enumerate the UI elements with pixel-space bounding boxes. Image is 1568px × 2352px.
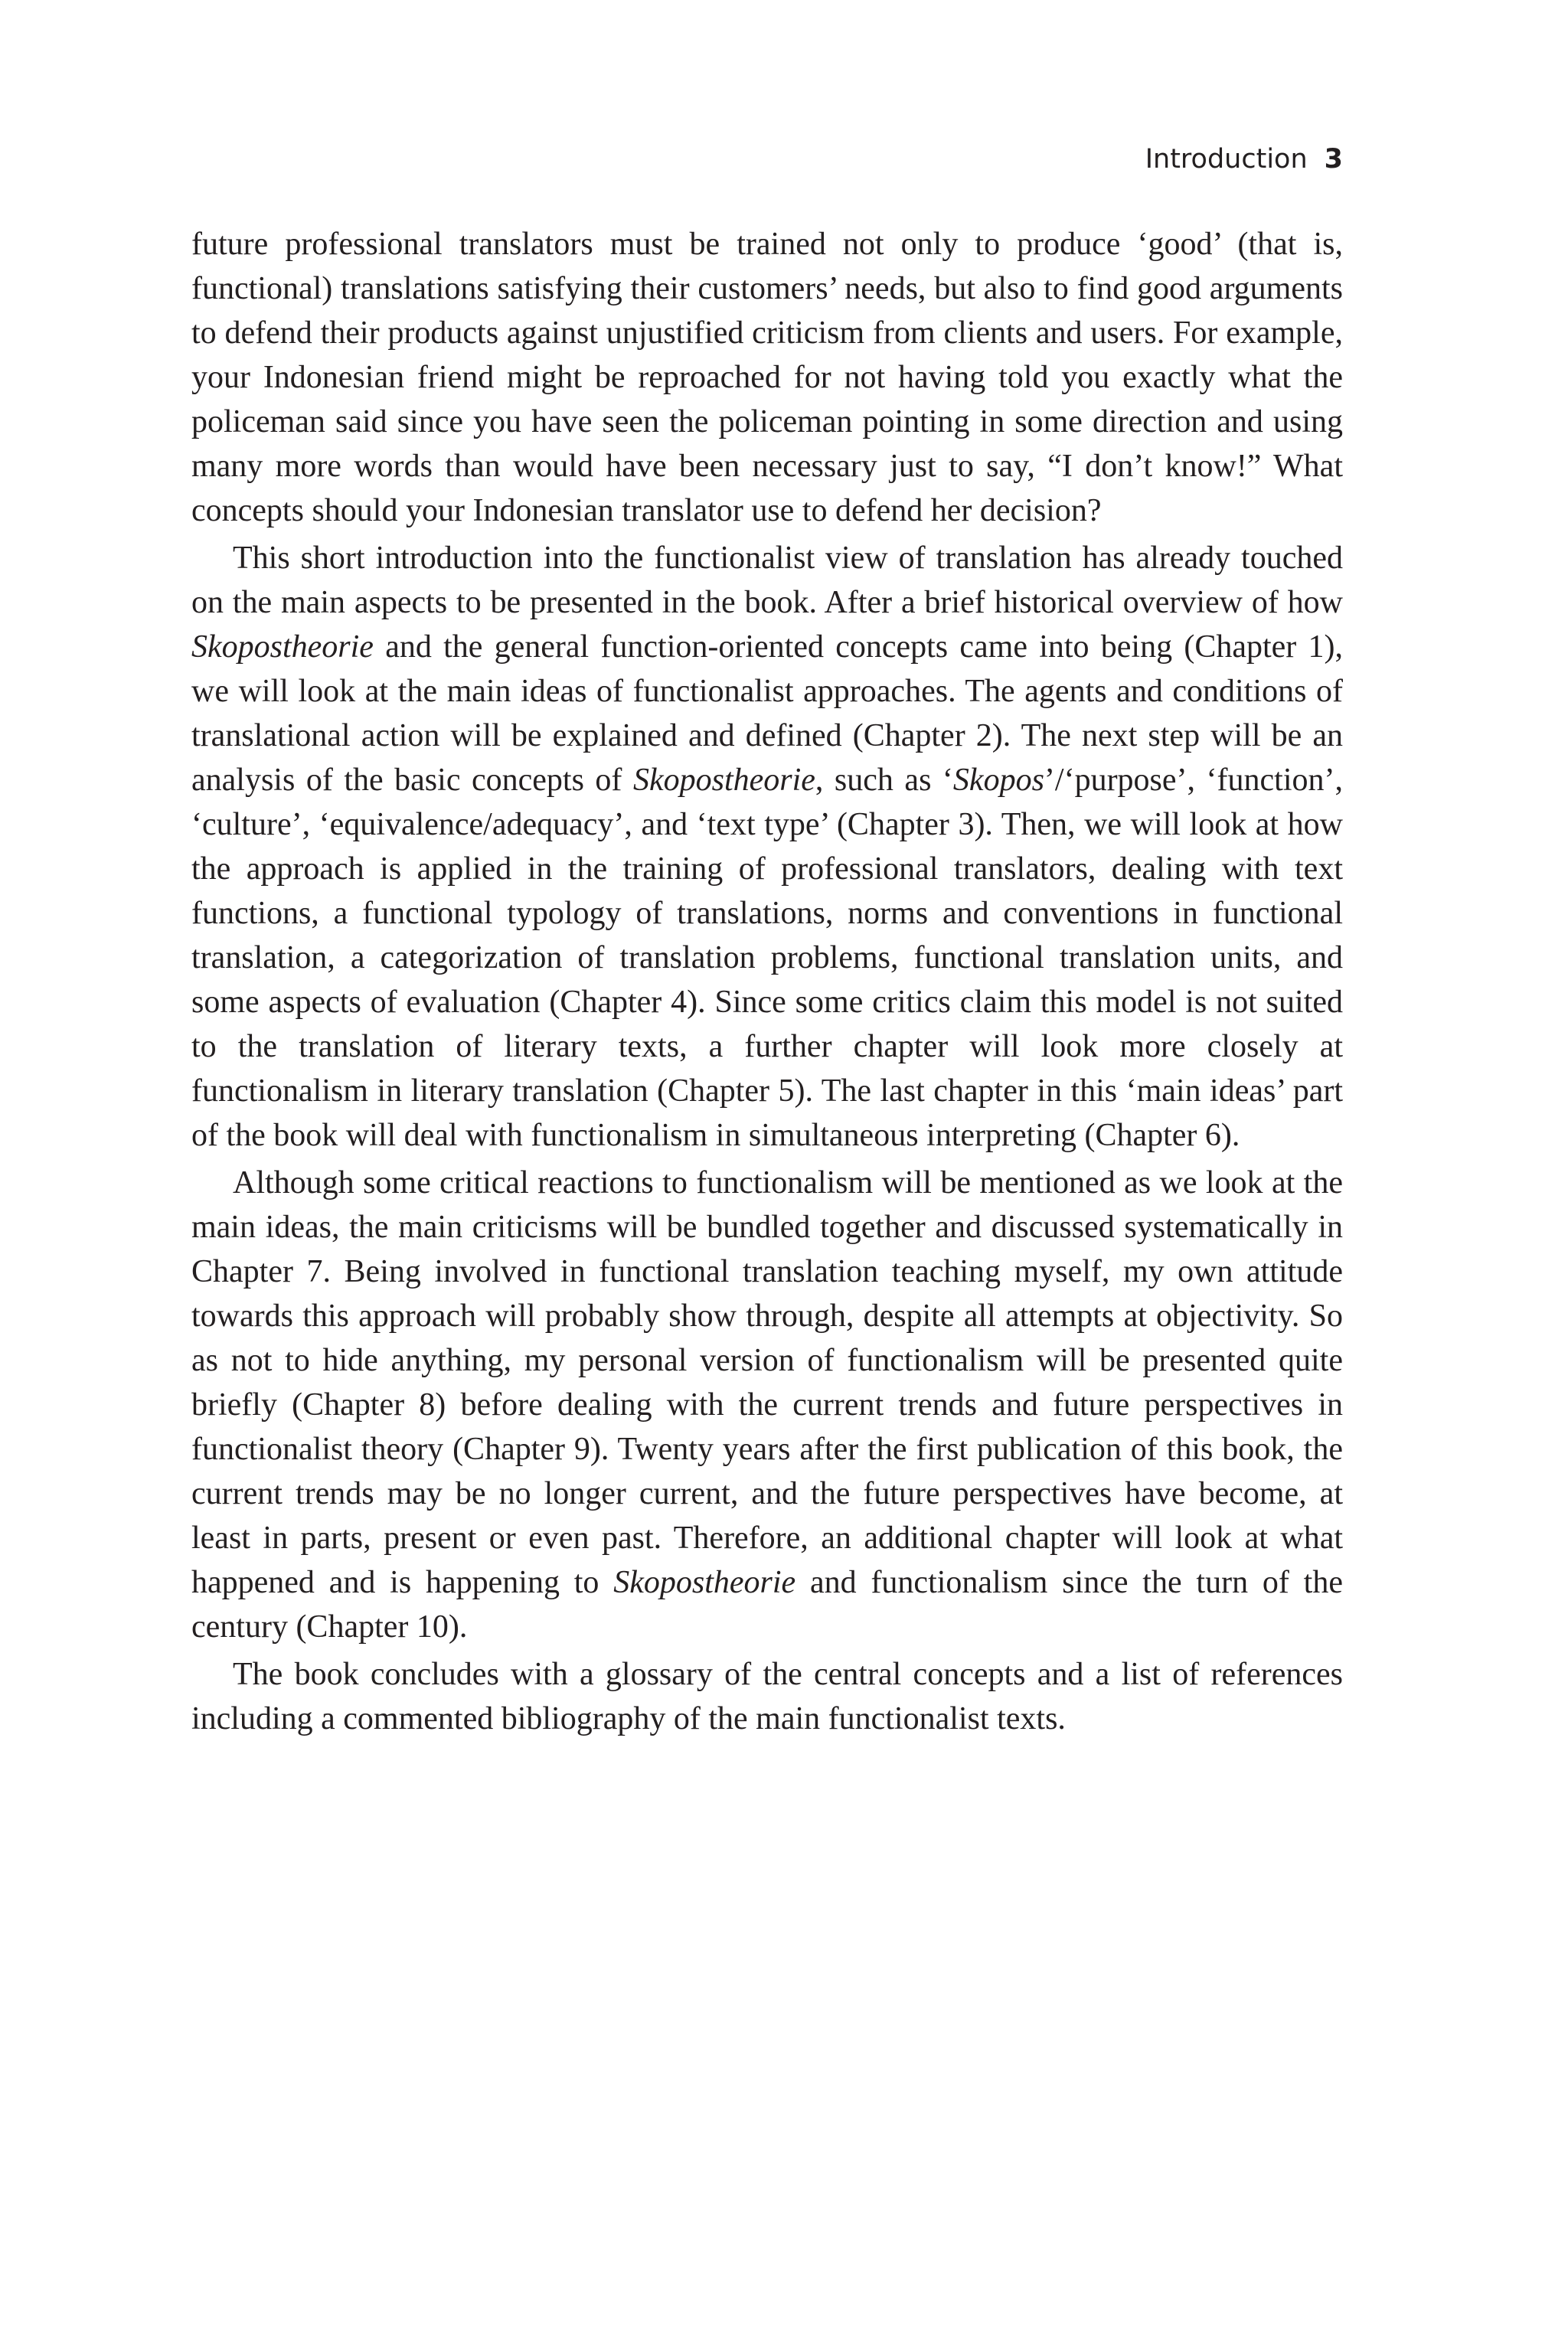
paragraph-2: [191, 536, 1343, 1158]
text-segment: and the general function-oriented concepts came into being (Chapter 1), we will look at the main ideas of functionalist approaches. The agents and conditions of translational action will be explained and defined (Chapter 2). The next step will be an analysis of the basic concepts of: [191, 629, 1343, 798]
italic-term: Skopos: [952, 763, 1044, 798]
text-segment: This short introduction into the functionalist view of translation has already touched on the main aspects to be presented in the book. After a brief historical overview of how: [191, 541, 1343, 620]
italic-term: Skopostheorie: [632, 763, 815, 798]
paragraph-4: [191, 1652, 1343, 1741]
running-head-section-title: Introduction: [1145, 144, 1308, 175]
italic-term: Skopostheorie: [191, 629, 374, 665]
paragraph-3: [191, 1161, 1343, 1649]
text-segment: ’/‘purpose’, ‘function’, ‘culture’, ‘equivalence/adequacy’, and ‘text type’ (Chapter 3). Then, we will look at how the approach is applied in the training of professional translators, dealing with text functions, a functional typology of translations, norms and conventions in functional translation, a categorization of translation problems, functional translation units, and some aspects of evaluation (Chapter 4). Since some critics claim this model is not suited to the translation of literary texts, a further chapter will look more closely at functionalism in literary translation (Chapter 5). The last chapter in this ‘main ideas’ part of the book will deal with functionalism in simultaneous interpreting (Chapter 6).: [191, 763, 1343, 1153]
text-segment: Although some critical reactions to functionalism will be mentioned as we look at the main ideas, the main criticisms will be bundled together and discussed systematically in Chapter 7. Being involved in functional translation teaching myself, my own attitude towards this approach will probably show through, despite all attempts at objectivity. So as not to hide anything, my personal version of functionalism will be presented quite briefly (Chapter 8) before dealing with the current trends and future perspectives in functionalist theory (Chapter 9). Twenty years after the first publication of this book, the current trends may be no longer current, and the future perspectives have become, at least in parts, present or even past. Therefore, an additional chapter will look at what happened and is happening to: [191, 1165, 1343, 1600]
text-segment: and functionalism since the turn of the century (Chapter 10).: [191, 1565, 1343, 1645]
text-segment: The book concludes with a glossary of the central concepts and a list of references including a commented bibliography of the main functionalist texts.: [191, 1657, 1343, 1736]
paragraph-1: [191, 222, 1343, 533]
running-head: [995, 142, 1343, 176]
italic-term: Skopostheorie: [613, 1565, 796, 1600]
body-text: [191, 222, 1343, 1741]
text-segment: future professional translators must be trained not only to produce ‘good’ (that is, functional) translations satisfying their customers’ needs, but also to find good arguments to defend their products against unjustified criticism from clients and users. For example, your Indonesian friend might be reproached for not having told you exactly what the policeman said since you have seen the policeman pointing in some direction and using many more words than would have been necessary just to say, “I don’t know!” What concepts should your Indonesian translator use to defend her decision?: [191, 227, 1343, 528]
page-number: 3: [1324, 144, 1343, 175]
text-segment: , such as ‘: [815, 763, 953, 798]
